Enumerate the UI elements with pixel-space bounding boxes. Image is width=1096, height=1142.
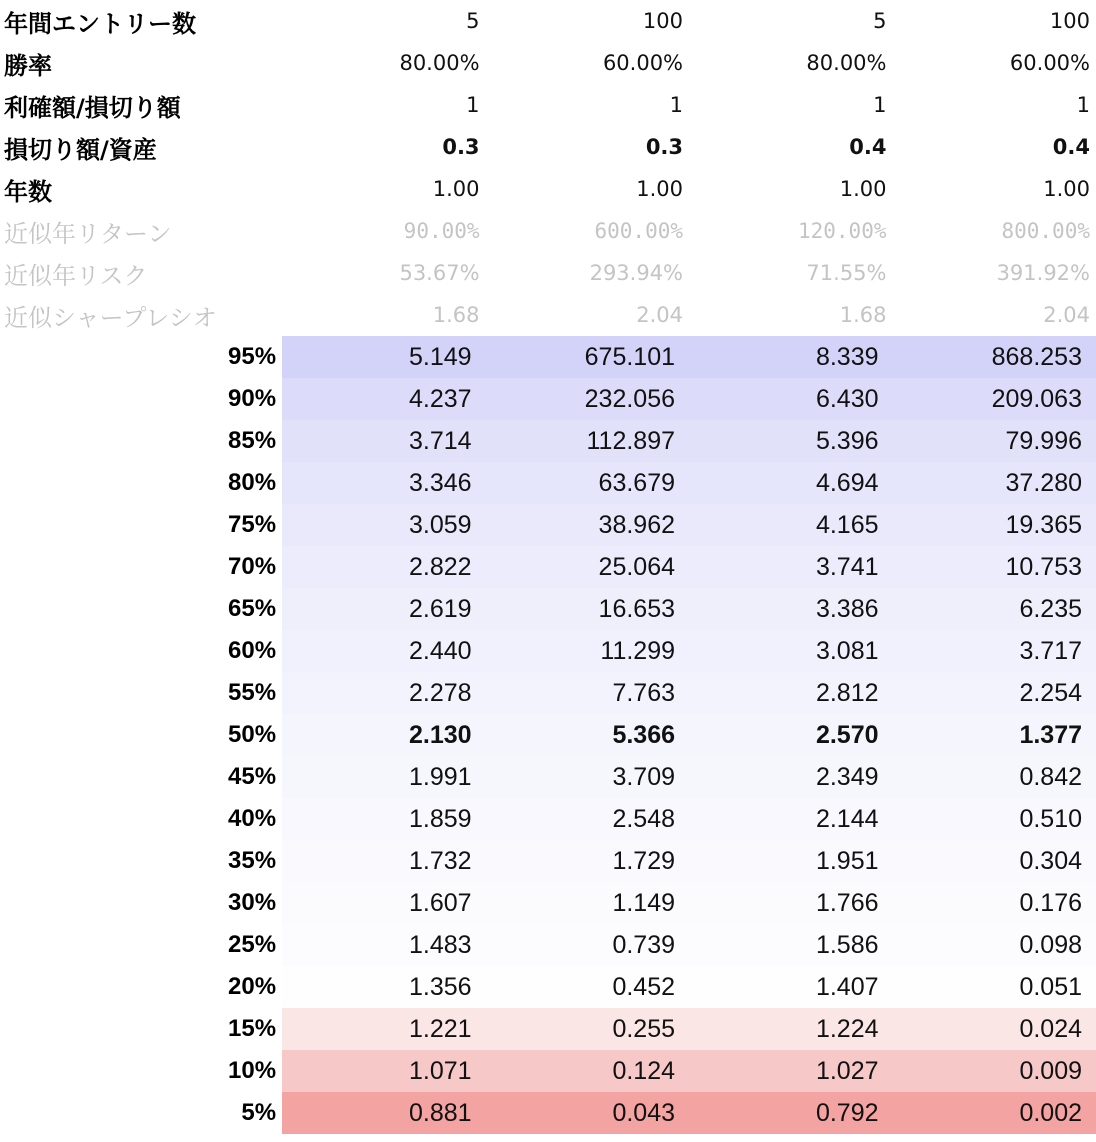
percentile-value-cell[interactable]: 3.714 — [282, 420, 485, 462]
percentile-value-cell[interactable]: 868.253 — [893, 336, 1096, 378]
percentile-value-cell[interactable]: 5.396 — [689, 420, 892, 462]
percentile-value-cell[interactable]: 2.812 — [689, 672, 892, 714]
percentile-value-cell[interactable]: 112.897 — [486, 420, 689, 462]
percentile-value-cell[interactable]: 0.842 — [893, 756, 1096, 798]
param-label[interactable]: 近似年リスク — [4, 261, 148, 290]
percentile-value-cell[interactable]: 0.098 — [893, 924, 1096, 966]
percentile-value-cell[interactable]: 3.081 — [689, 630, 892, 672]
percentile-value-cell[interactable]: 10.753 — [893, 546, 1096, 588]
percentile-value-cell[interactable]: 2.349 — [689, 756, 892, 798]
percentile-value-cell[interactable]: 79.996 — [893, 420, 1096, 462]
percentile-value-cell[interactable]: 38.962 — [486, 504, 689, 546]
percentile-value-cell[interactable]: 0.255 — [486, 1008, 689, 1050]
param-value-cell[interactable]: 1.00 — [636, 177, 684, 201]
percentile-value-cell[interactable]: 3.346 — [282, 462, 485, 504]
percentile-row — [0, 546, 1096, 588]
param-row — [0, 0, 1096, 42]
param-label[interactable]: 近似シャープレシオ — [4, 303, 217, 332]
param-value-cell[interactable]: 0.3 — [645, 135, 684, 159]
param-row — [0, 168, 1096, 210]
param-value-cell[interactable]: 1.00 — [1043, 177, 1090, 201]
percentile-label[interactable]: 55% — [228, 679, 277, 706]
percentile-value-cell[interactable]: 5.149 — [282, 336, 485, 378]
percentile-value-cell[interactable]: 1.991 — [282, 756, 485, 798]
percentile-label[interactable]: 75% — [228, 511, 277, 538]
percentile-label[interactable]: 50% — [228, 721, 277, 748]
percentile-value-cell[interactable]: 4.165 — [689, 504, 892, 546]
percentile-row — [0, 420, 1096, 462]
param-value-cell[interactable]: 0.3 — [442, 135, 480, 159]
percentile-value-cell[interactable]: 6.235 — [893, 588, 1096, 630]
percentile-value-cell[interactable]: 3.059 — [282, 504, 485, 546]
percentile-value-cell[interactable]: 1.729 — [486, 840, 689, 882]
percentile-value-cell[interactable]: 2.278 — [282, 672, 485, 714]
percentile-value-cell[interactable]: 0.510 — [893, 798, 1096, 840]
percentile-row — [0, 1092, 1096, 1134]
param-value-cell[interactable]: 100 — [642, 9, 684, 33]
percentile-value-cell[interactable]: 5.366 — [486, 714, 689, 756]
percentile-label[interactable]: 80% — [228, 469, 277, 496]
percentile-value-cell[interactable]: 0.176 — [893, 882, 1096, 924]
percentile-value-cell[interactable]: 0.124 — [486, 1050, 689, 1092]
param-value-cell[interactable]: 0.4 — [1052, 135, 1090, 159]
param-value-cell[interactable]: 2.04 — [1043, 303, 1090, 327]
param-label[interactable]: 近似年リターン — [4, 219, 172, 248]
param-label[interactable]: 勝率 — [4, 51, 52, 80]
param-value-cell[interactable]: 293.94% — [589, 261, 684, 285]
percentile-row — [0, 1008, 1096, 1050]
percentile-value-cell[interactable]: 0.024 — [893, 1008, 1096, 1050]
percentile-value-cell[interactable]: 1.732 — [282, 840, 485, 882]
param-value-cell[interactable]: 80.00% — [399, 51, 480, 75]
percentile-label[interactable]: 40% — [228, 805, 277, 832]
percentile-value-cell[interactable]: 1.027 — [689, 1050, 892, 1092]
param-value-cell[interactable]: 100 — [1049, 9, 1090, 33]
percentile-row — [0, 924, 1096, 966]
param-value-cell[interactable]: 60.00% — [1009, 51, 1090, 75]
percentile-value-cell[interactable]: 2.822 — [282, 546, 485, 588]
percentile-value-cell[interactable]: 2.130 — [282, 714, 485, 756]
param-value-cell[interactable]: 60.00% — [602, 51, 684, 75]
percentile-value-cell[interactable]: 2.144 — [689, 798, 892, 840]
param-value-cell[interactable]: 800.00% — [1001, 219, 1090, 243]
percentile-value-cell[interactable]: 11.299 — [486, 630, 689, 672]
param-value-cell[interactable]: 600.00% — [594, 219, 684, 243]
percentile-row — [0, 798, 1096, 840]
percentile-label[interactable]: 20% — [228, 973, 277, 1000]
percentile-value-cell[interactable]: 2.570 — [689, 714, 892, 756]
percentile-value-cell[interactable]: 0.002 — [893, 1092, 1096, 1134]
percentile-row — [0, 1050, 1096, 1092]
percentile-row — [0, 588, 1096, 630]
percentile-value-cell[interactable]: 6.430 — [689, 378, 892, 420]
percentile-value-cell[interactable]: 0.051 — [893, 966, 1096, 1008]
percentile-value-cell[interactable]: 2.254 — [893, 672, 1096, 714]
percentile-value-cell[interactable]: 7.763 — [486, 672, 689, 714]
param-value-cell[interactable]: 2.04 — [636, 303, 684, 327]
percentile-row — [0, 504, 1096, 546]
percentile-value-cell[interactable]: 2.548 — [486, 798, 689, 840]
percentile-row — [0, 882, 1096, 924]
percentile-value-cell[interactable]: 0.792 — [689, 1092, 892, 1134]
percentile-value-cell[interactable]: 3.709 — [486, 756, 689, 798]
param-value-cell[interactable]: 1.00 — [432, 177, 480, 201]
percentile-value-cell[interactable]: 1.483 — [282, 924, 485, 966]
param-value-cell[interactable]: 1.68 — [839, 303, 887, 327]
percentile-row — [0, 714, 1096, 756]
percentile-value-cell[interactable]: 0.739 — [486, 924, 689, 966]
percentile-value-cell[interactable]: 0.452 — [486, 966, 689, 1008]
percentile-row — [0, 462, 1096, 504]
param-value-cell[interactable]: 1.68 — [432, 303, 480, 327]
percentile-value-cell[interactable]: 63.679 — [486, 462, 689, 504]
percentile-value-cell[interactable]: 1.356 — [282, 966, 485, 1008]
percentile-value-cell[interactable]: 25.064 — [486, 546, 689, 588]
percentile-label[interactable]: 30% — [228, 889, 277, 916]
percentile-label[interactable]: 85% — [228, 427, 277, 454]
percentile-row — [0, 336, 1096, 378]
param-label[interactable]: 損切り額/資産 — [4, 135, 157, 164]
percentile-value-cell[interactable]: 0.304 — [893, 840, 1096, 882]
percentile-label[interactable]: 45% — [228, 763, 277, 790]
percentile-value-cell[interactable]: 2.619 — [282, 588, 485, 630]
param-value-cell[interactable]: 1 — [466, 93, 480, 117]
param-value-cell[interactable]: 90.00% — [403, 219, 480, 243]
param-value-cell[interactable]: 1.00 — [839, 177, 887, 201]
param-value-cell[interactable]: 120.00% — [797, 219, 887, 243]
percentile-row — [0, 672, 1096, 714]
percentile-value-cell[interactable]: 1.859 — [282, 798, 485, 840]
percentile-label[interactable]: 10% — [228, 1057, 277, 1084]
percentile-value-cell[interactable]: 1.607 — [282, 882, 485, 924]
percentile-value-cell[interactable]: 1.766 — [689, 882, 892, 924]
percentile-label[interactable]: 15% — [228, 1015, 277, 1042]
percentile-label[interactable]: 5% — [241, 1099, 277, 1126]
param-label[interactable]: 年間エントリー数 — [4, 9, 196, 38]
percentile-value-cell[interactable]: 1.149 — [486, 882, 689, 924]
percentile-value-cell[interactable]: 1.586 — [689, 924, 892, 966]
param-value-cell[interactable]: 5 — [873, 9, 887, 33]
param-row — [0, 294, 1096, 336]
param-row — [0, 252, 1096, 294]
percentile-value-cell[interactable]: 3.386 — [689, 588, 892, 630]
percentile-row — [0, 840, 1096, 882]
percentile-row — [0, 756, 1096, 798]
percentile-value-cell[interactable]: 675.101 — [486, 336, 689, 378]
percentile-label[interactable]: 70% — [228, 553, 277, 580]
param-value-cell[interactable]: 80.00% — [806, 51, 887, 75]
percentile-value-cell[interactable]: 19.365 — [893, 504, 1096, 546]
percentile-value-cell[interactable]: 16.653 — [486, 588, 689, 630]
percentile-value-cell[interactable]: 1.951 — [689, 840, 892, 882]
param-value-cell[interactable]: 0.4 — [849, 135, 887, 159]
param-value-cell[interactable]: 1 — [669, 93, 684, 117]
percentile-value-cell[interactable]: 3.741 — [689, 546, 892, 588]
param-value-cell[interactable]: 391.92% — [996, 261, 1090, 285]
percentile-label[interactable]: 25% — [228, 931, 277, 958]
percentile-value-cell[interactable]: 0.009 — [893, 1050, 1096, 1092]
percentile-label[interactable]: 60% — [228, 637, 277, 664]
percentile-value-cell[interactable]: 8.339 — [689, 336, 892, 378]
percentile-value-cell[interactable]: 1.221 — [282, 1008, 485, 1050]
percentile-value-cell[interactable]: 1.407 — [689, 966, 892, 1008]
param-label[interactable]: 利確額/損切り額 — [4, 93, 181, 122]
percentile-value-cell[interactable]: 1.071 — [282, 1050, 485, 1092]
percentile-row — [0, 378, 1096, 420]
percentile-value-cell[interactable]: 4.694 — [689, 462, 892, 504]
percentile-value-cell[interactable]: 0.043 — [486, 1092, 689, 1134]
percentile-value-cell[interactable]: 232.056 — [486, 378, 689, 420]
param-value-cell[interactable]: 53.67% — [399, 261, 480, 285]
percentile-row — [0, 630, 1096, 672]
percentile-value-cell[interactable]: 3.717 — [893, 630, 1096, 672]
param-value-cell[interactable]: 71.55% — [806, 261, 887, 285]
param-value-cell[interactable]: 1 — [873, 93, 887, 117]
param-row — [0, 126, 1096, 168]
percentile-value-cell[interactable]: 2.440 — [282, 630, 485, 672]
percentile-label[interactable]: 90% — [228, 385, 277, 412]
param-row — [0, 210, 1096, 252]
param-value-cell[interactable]: 5 — [466, 9, 480, 33]
param-label[interactable]: 年数 — [4, 177, 52, 206]
percentile-value-cell[interactable]: 1.224 — [689, 1008, 892, 1050]
percentile-label[interactable]: 95% — [228, 343, 277, 370]
percentile-value-cell[interactable]: 4.237 — [282, 378, 485, 420]
percentile-value-cell[interactable]: 0.881 — [282, 1092, 485, 1134]
percentile-label[interactable]: 35% — [228, 847, 277, 874]
param-row — [0, 84, 1096, 126]
param-row — [0, 42, 1096, 84]
percentile-value-cell[interactable]: 209.063 — [893, 378, 1096, 420]
percentile-value-cell[interactable]: 37.280 — [893, 462, 1096, 504]
percentile-value-cell[interactable]: 1.377 — [893, 714, 1096, 756]
percentile-row — [0, 966, 1096, 1008]
param-value-cell[interactable]: 1 — [1076, 93, 1090, 117]
percentile-label[interactable]: 65% — [228, 595, 277, 622]
